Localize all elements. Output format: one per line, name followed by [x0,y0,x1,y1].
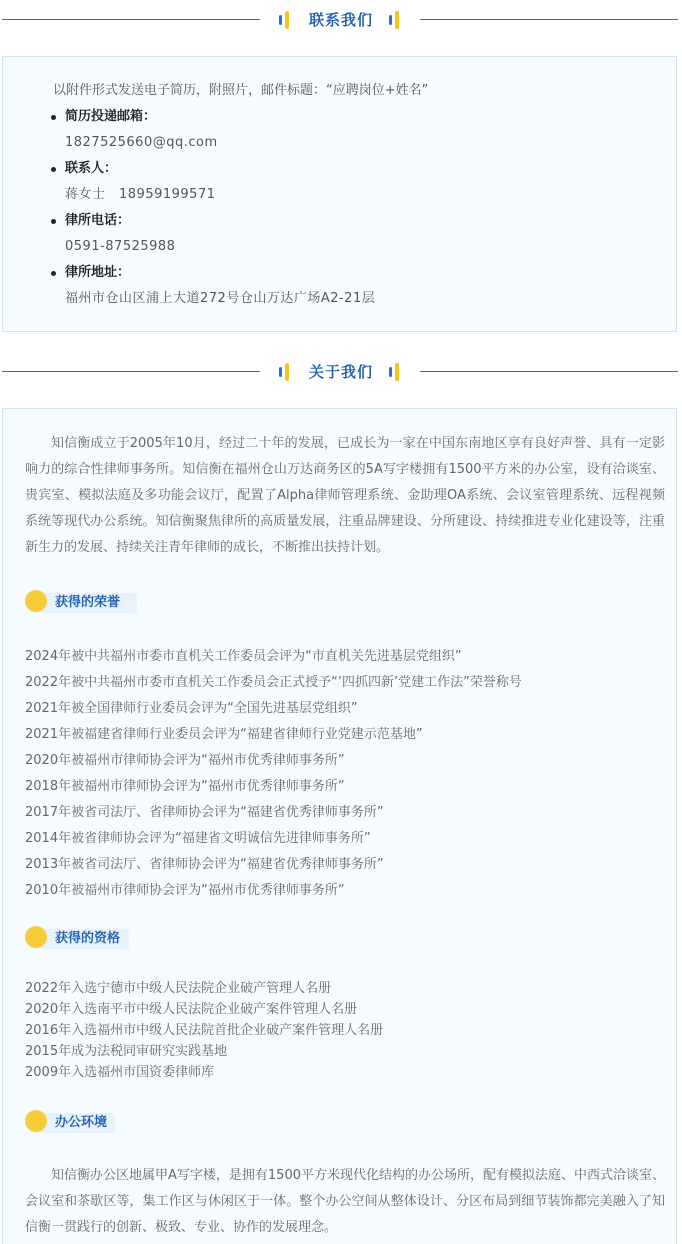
contact-item-label: 联系人： [51,159,117,179]
circle-icon [25,926,47,948]
about-section-title: 关于我们 [308,363,373,381]
honors-list [25,644,522,904]
about-section-header [0,360,682,384]
about-info-box [2,408,677,1244]
circle-icon [25,590,47,612]
list-item: 2010年被福州市律师协会评为“福州市优秀律师事务所” [25,883,345,898]
contact-section-header [0,8,682,32]
list-item: 2009年入选福州市国资委律师库 [25,1065,215,1080]
list-item: 2016年入选福州市中级人民法院首批企业破产案件管理人名册 [25,1023,384,1038]
list-item: 2013年被省司法厅、省律师协会评为“福建省优秀律师事务所” [25,857,384,872]
list-item: 2014年被省律师协会评为“福建省文明诚信先进律师事务所” [25,831,371,846]
phone-value: 0591-87525988 [65,239,176,254]
list-item: 2015年成为法税同审研究实践基地 [25,1044,228,1059]
list-item: 2017年被省司法厅、省律师协会评为“福建省优秀律师事务所” [25,805,384,820]
contact-info-box [2,56,677,332]
circle-icon [25,1110,47,1132]
list-item: 2020年被福州市律师协会评为“福州市优秀律师事务所” [25,753,345,768]
contact-item-label: 律所地址： [51,263,130,283]
office-title: 办公环境 [55,1115,108,1130]
contact-item-label: 简历投递邮箱： [51,107,156,127]
bar-decoration-icon [386,11,406,29]
qualifications-title: 获得的资格 [55,931,121,946]
bar-decoration-icon [386,363,406,381]
list-item: 2022年入选宁德市中级人民法院企业破产管理人名册 [25,981,332,996]
list-item: 2022年被中共福州市委市直机关工作委员会正式授予“’四抓四新’党建工作法”荣誉称号 [25,675,522,690]
divider-line [420,19,678,20]
contact-section-title: 联系我们 [308,11,373,29]
divider-line [420,371,678,372]
contact-person-value: 蒋女士 18959199571 [65,187,216,202]
contact-intro: 以附件形式发送电子简历，附照片，邮件标题：“应聘岗位+姓名” [53,83,429,98]
honors-title: 获得的荣誉 [55,595,121,610]
list-item: 2020年入选南平市中级人民法院企业破产案件管理人名册 [25,1002,358,1017]
list-item: 2021年被福建省律师行业委员会评为“福建省律师行业党建示范基地” [25,727,423,742]
office-paragraph: 知信衡办公区地属甲A写字楼，是拥有1500平方米现代化结构的办公场所，配有模拟法庭、中西式洽谈室、会议室和茶歇区等，集工作区与休闲区于一体。整个办公空间从整体设计、分区布局到细节装饰都完美融入了知信衡一贯践行的创新、极致、专业、协作的发展理念。 [25,1168,665,1235]
qualifications-list [25,978,383,1083]
list-item: 2021年被全国律师行业委员会评为“全国先进基层党组织” [25,701,358,716]
address-value: 福州市仓山区浦上大道272号仓山万达广场A2-21层 [65,291,376,306]
list-item: 2024年被中共福州市委市直机关工作委员会评为“市直机关先进基层党组织” [25,649,462,664]
email-value: 1827525660@qq.com [65,135,218,150]
contact-item-label: 律所电话： [51,211,130,231]
about-paragraph: 知信衡成立于2005年10月，经过二十年的发展，已成长为一家在中国东南地区享有良好声誉、具有一定影响力的综合性律师事务所。知信衡在福州仓山万达商务区的5A写字楼拥有1500平方米的办公室，设有洽谈室、贵宾室、模拟法庭及多功能会议厅，配置了Alpha律师管理系统、金助理OA系统、会议室管理系统、远程视频系统等现代办公系统。知信衡聚焦律所的高质量发展，注重品牌建设、分所建设、持续推进专业化建设等，注重新生力的发展、持续关注青年律师的成长，不断推出扶持计划。 [25,436,665,555]
list-item: 2018年被福州市律师协会评为“福州市优秀律师事务所” [25,779,345,794]
